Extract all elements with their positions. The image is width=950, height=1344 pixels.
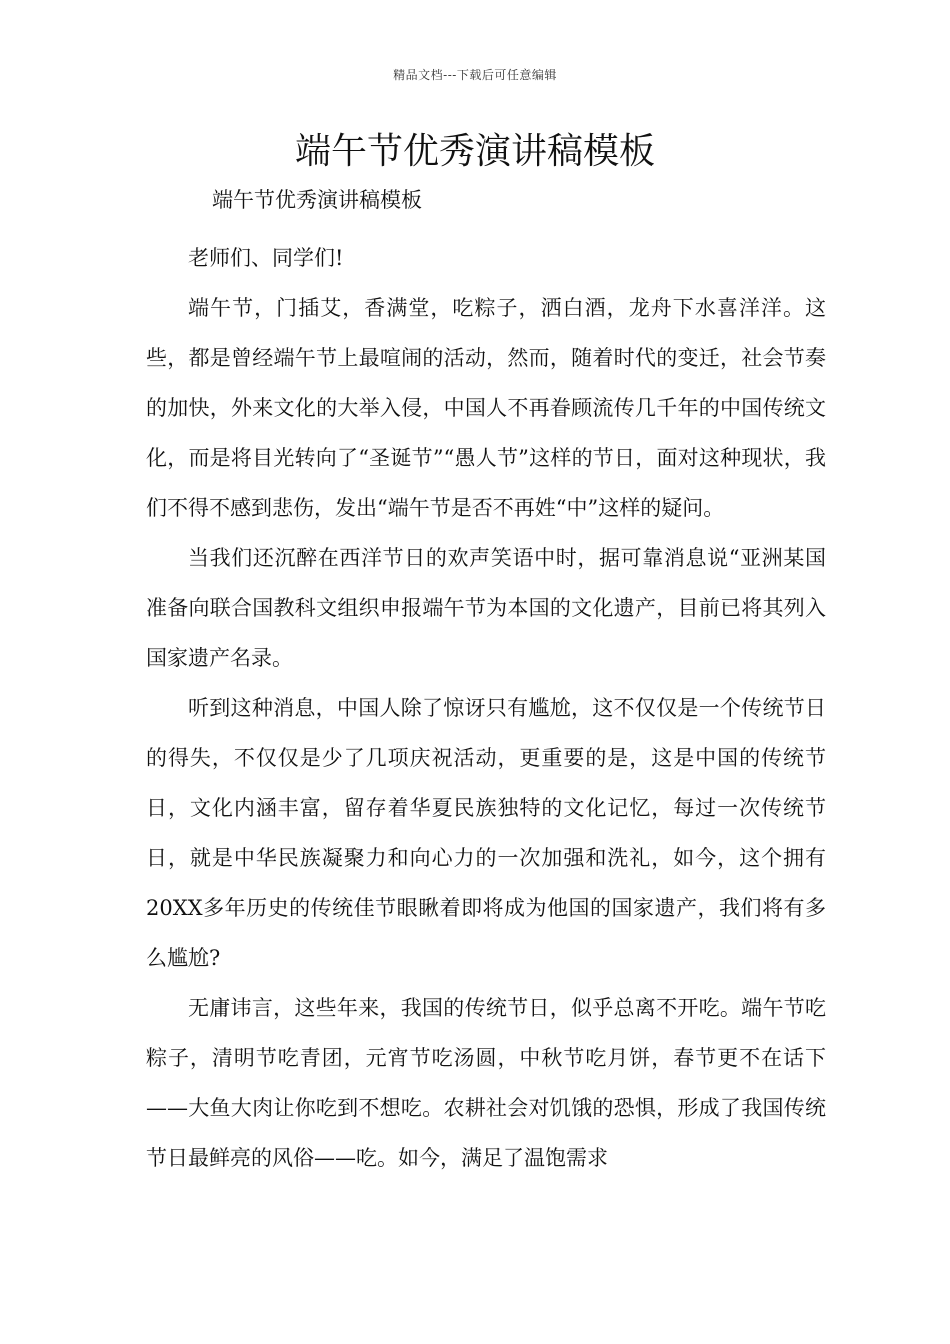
document-body [146, 233, 826, 1183]
header-note: 精品文档---下载后可任意编辑 [393, 68, 557, 82]
document-title: 端午节优秀演讲稿模板 [294, 131, 655, 172]
body-paragraph: 无庸讳言，这些年来，我国的传统节日，似乎总离不开吃。端午节吃粽子，清明节吃青团，元宵节吃汤圆，中秋节吃月饼，春节更不在话下——大鱼大肉让你吃到不想吃。农耕社会对饥饿的恐惧，形成了我国传统节日最鲜亮的风俗——吃。如今，满足了温饱需求 [146, 996, 826, 1170]
body-paragraph: 听到这种消息，中国人除了惊讶只有尴尬，这不仅仅是一个传统节日的得失，不仅仅是少了几项庆祝活动，更重要的是，这是中国的传统节日，文化内涵丰富，留存着华夏民族独特的文化记忆，每过一次传统节日，就是中华民族凝聚力和向心力的一次加强和洗礼，如今，这个拥有20XX多年历史的传统佳节眼瞅着即将成为他国的国家遗产，我们将有多么尴尬? [146, 696, 826, 970]
body-paragraph: 端午节，门插艾，香满堂，吃粽子，洒白酒，龙舟下水喜洋洋。这些，都是曾经端午节上最喧闹的活动，然而，随着时代的变迁，社会节奏的加快，外来文化的大举入侵，中国人不再眷顾流传几千年的中国传统文化，而是将目光转向了“圣诞节”“愚人节”这样的节日，面对这种现状，我们不得不感到悲伤，发出“端午节是否不再姓“中”这样的疑问。 [146, 296, 826, 520]
document-subtitle: 端午节优秀演讲稿模板 [212, 188, 422, 212]
greeting-paragraph: 老师们、同学们! [188, 246, 344, 270]
body-paragraph: 当我们还沉醉在西洋节日的欢声笑语中时，据可靠消息说“亚洲某国准备向联合国教科文组织申报端午节为本国的文化遗产，目前已将其列入国家遗产名录。 [146, 546, 826, 670]
